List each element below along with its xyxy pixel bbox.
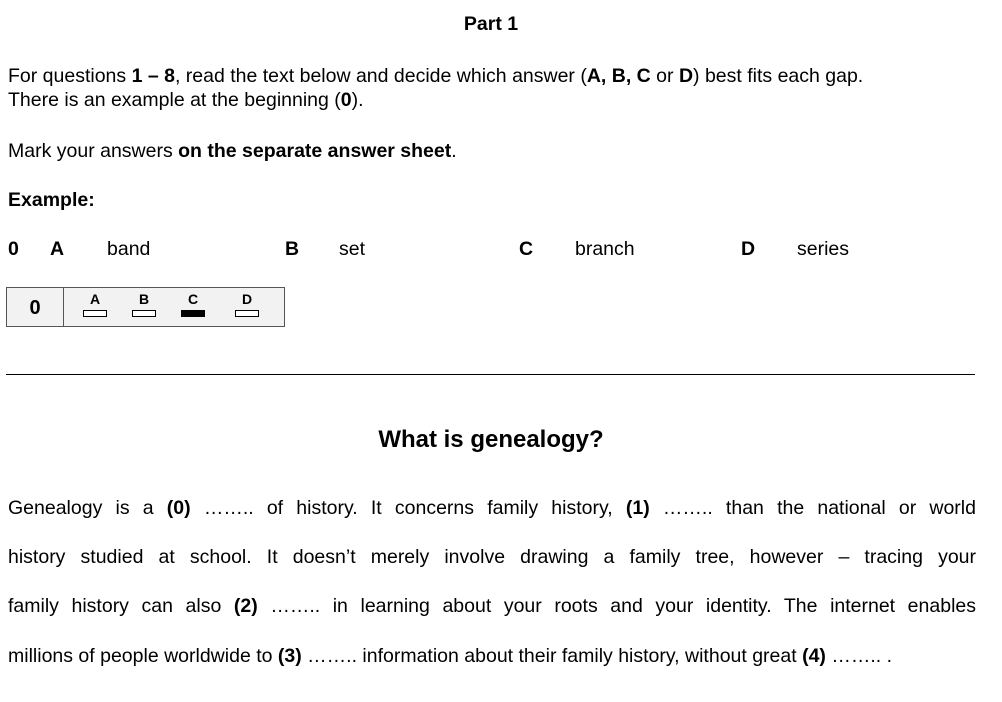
text: …….. in learning about your roots and your identity. The internet enables (257, 595, 976, 617)
bold-text: 0 (340, 89, 352, 111)
answer-cell-b (129, 291, 159, 317)
option-a-word: band (107, 238, 151, 260)
paragraph-line (8, 546, 976, 569)
paragraph-line (8, 595, 976, 618)
bold-text: (3) (277, 645, 302, 667)
text: history studied at school. It doesn’t merely involve drawing a family tree, however – tracing your (8, 546, 976, 568)
example-number: 0 (8, 238, 19, 260)
answer-mark-c (181, 310, 205, 317)
answer-cell-c (178, 291, 208, 317)
text: ) best fits each gap. (693, 65, 864, 87)
answer-mark-a (83, 310, 107, 317)
bold-text: D (678, 65, 694, 87)
option-b-letter: B (285, 238, 300, 260)
option-d-letter: D (741, 238, 756, 260)
paragraph-line (8, 497, 976, 520)
text: …….. . (825, 645, 893, 667)
text: …….. than the national or world (649, 497, 976, 519)
paragraph-line (8, 645, 976, 668)
answer-mark-d (235, 310, 259, 317)
text: millions of people worldwide to (8, 645, 278, 667)
text: There is an example at the beginning ( (8, 89, 341, 111)
bold-text: (2) (233, 595, 258, 617)
bold-text: 1 – 8 (131, 65, 175, 87)
instruction-line-2 (8, 89, 364, 112)
text: …….. of history. It concerns family history, (190, 497, 626, 519)
text: , read the text below and decide which answer ( (174, 65, 587, 87)
text-title: What is genealogy? (378, 426, 604, 453)
example-label: Example: (8, 189, 95, 211)
text: Mark your answers (8, 140, 179, 162)
answer-letter: B (138, 291, 150, 307)
text: family history can also (8, 595, 234, 617)
bold-text: (0) (166, 497, 191, 519)
option-c-letter: C (519, 238, 534, 260)
text: ). (351, 89, 364, 111)
example-answer-box (6, 287, 285, 327)
answer-letter: D (241, 291, 253, 307)
answer-mark-b (132, 310, 156, 317)
answer-letter: C (187, 291, 199, 307)
text: or (650, 65, 679, 87)
answer-cell-a (80, 291, 110, 317)
bold-text: on the separate answer sheet (178, 140, 452, 162)
text: …….. information about their family history, without great (301, 645, 803, 667)
section-divider (6, 374, 975, 375)
answer-letter: A (89, 291, 101, 307)
bold-text: (1) (625, 497, 650, 519)
answer-box-number: 0 (7, 288, 64, 326)
option-b-word: set (339, 238, 366, 260)
text: . (451, 140, 457, 162)
bold-text: A, B, C (586, 65, 651, 87)
mark-instruction (8, 140, 457, 163)
part-title: Part 1 (463, 13, 519, 35)
option-c-word: branch (575, 238, 635, 260)
option-a-letter: A (50, 238, 65, 260)
text: For questions (8, 65, 132, 87)
bold-text: (4) (802, 645, 826, 667)
option-d-word: series (797, 238, 850, 260)
answer-cell-d (232, 291, 262, 317)
instruction-line-1 (8, 65, 863, 88)
text: Genealogy is a (8, 497, 167, 519)
